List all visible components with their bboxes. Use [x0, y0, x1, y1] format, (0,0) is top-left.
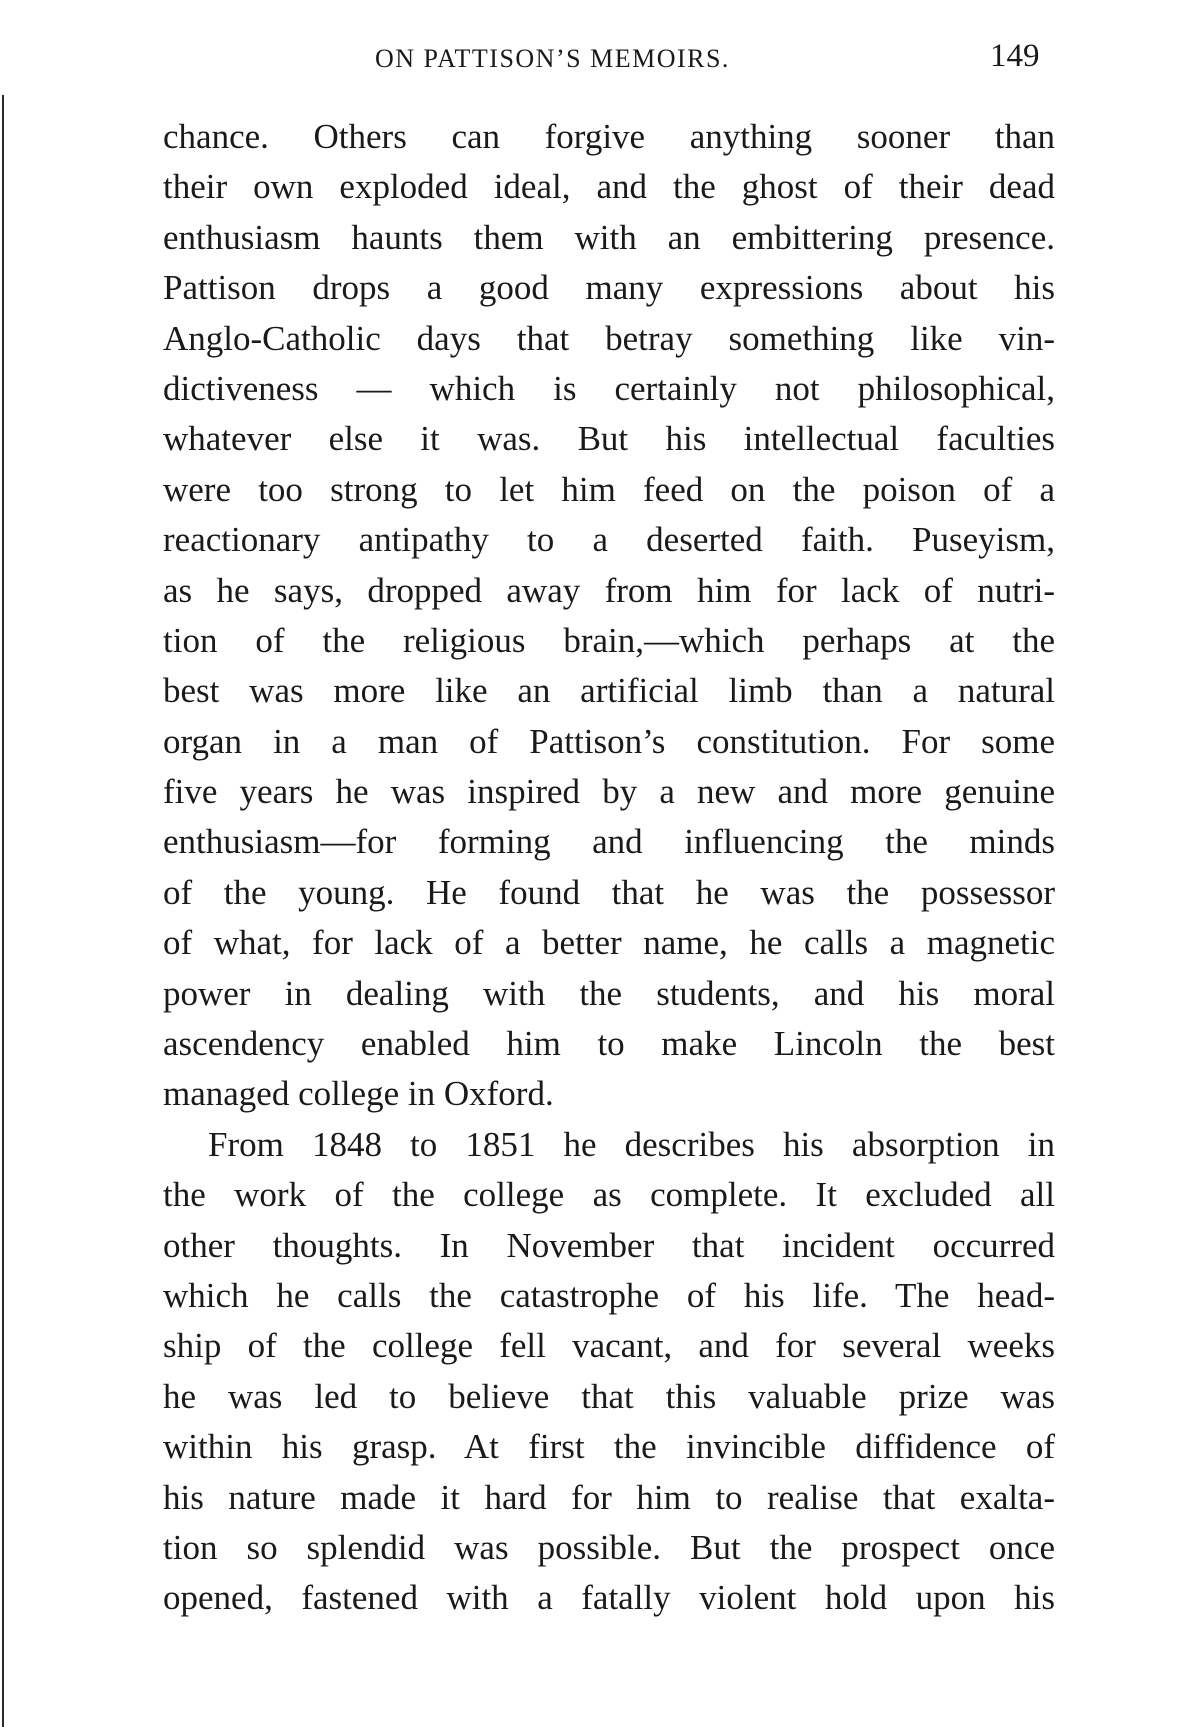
body-text [163, 112, 1055, 1624]
text-line: the work of the college as complete. It excluded all [163, 1175, 1055, 1215]
text-line: Anglo-Catholic days that betray something like vin- [163, 318, 1055, 358]
text-line: organ in a man of Pattison’s constitution. For some [163, 721, 1055, 761]
text-line: within his grasp. At first the invincible diffidence of [163, 1427, 1055, 1467]
running-head-title: ON PATTISON’S MEMOIRS. [375, 44, 730, 73]
page-edge-line [2, 95, 4, 1727]
text-line: tion of the religious brain,—which perhaps at the [163, 620, 1055, 660]
text-line: which he calls the catastrophe of his life. The head- [163, 1275, 1055, 1315]
text-line: Pattison drops a good many expressions about his [163, 268, 1055, 308]
text-line: best was more like an artificial limb than a natural [163, 671, 1055, 711]
text-line: his nature made it hard for him to realise that exalta- [163, 1477, 1055, 1517]
paragraph-1 [163, 112, 1055, 1120]
page-number: 149 [990, 38, 1040, 74]
text-line: dictiveness — which is certainly not philosophical, [163, 368, 1055, 408]
text-line: their own exploded ideal, and the ghost of their dead [163, 167, 1055, 207]
text-line: chance. Others can forgive anything sooner than [163, 117, 1055, 156]
text-line: other thoughts. In November that incident occurred [163, 1225, 1055, 1265]
text-line: ship of the college fell vacant, and for several weeks [163, 1326, 1055, 1366]
running-head [0, 38, 1188, 78]
text-line: ascendency enabled him to make Lincoln the best [163, 1024, 1055, 1064]
text-line: were too strong to let him feed on the poison of a [163, 469, 1055, 509]
text-line: of the young. He found that he was the possessor [163, 872, 1055, 912]
text-line: as he says, dropped away from him for lack of nutri- [163, 570, 1055, 610]
text-line: managed college in Oxford. [163, 1074, 554, 1114]
text-line: power in dealing with the students, and his moral [163, 973, 1055, 1013]
text-line: whatever else it was. But his intellectual faculties [163, 419, 1055, 459]
text-line: enthusiasm—for forming and influencing the minds [163, 822, 1055, 862]
text-line: opened, fastened with a fatally violent hold upon his [163, 1578, 1055, 1618]
text-line: of what, for lack of a better name, he calls a magnetic [163, 923, 1055, 963]
text-line: From 1848 to 1851 he describes his absorption in [208, 1124, 1055, 1164]
text-line: reactionary antipathy to a deserted faith. Puseyism, [163, 520, 1055, 560]
paragraph-2 [163, 1120, 1055, 1624]
text-line: enthusiasm haunts them with an embittering presence. [163, 217, 1055, 257]
text-line: he was led to believe that this valuable prize was [163, 1376, 1055, 1416]
text-line: five years he was inspired by a new and more genuine [163, 772, 1055, 812]
text-line: tion so splendid was possible. But the prospect once [163, 1527, 1055, 1567]
